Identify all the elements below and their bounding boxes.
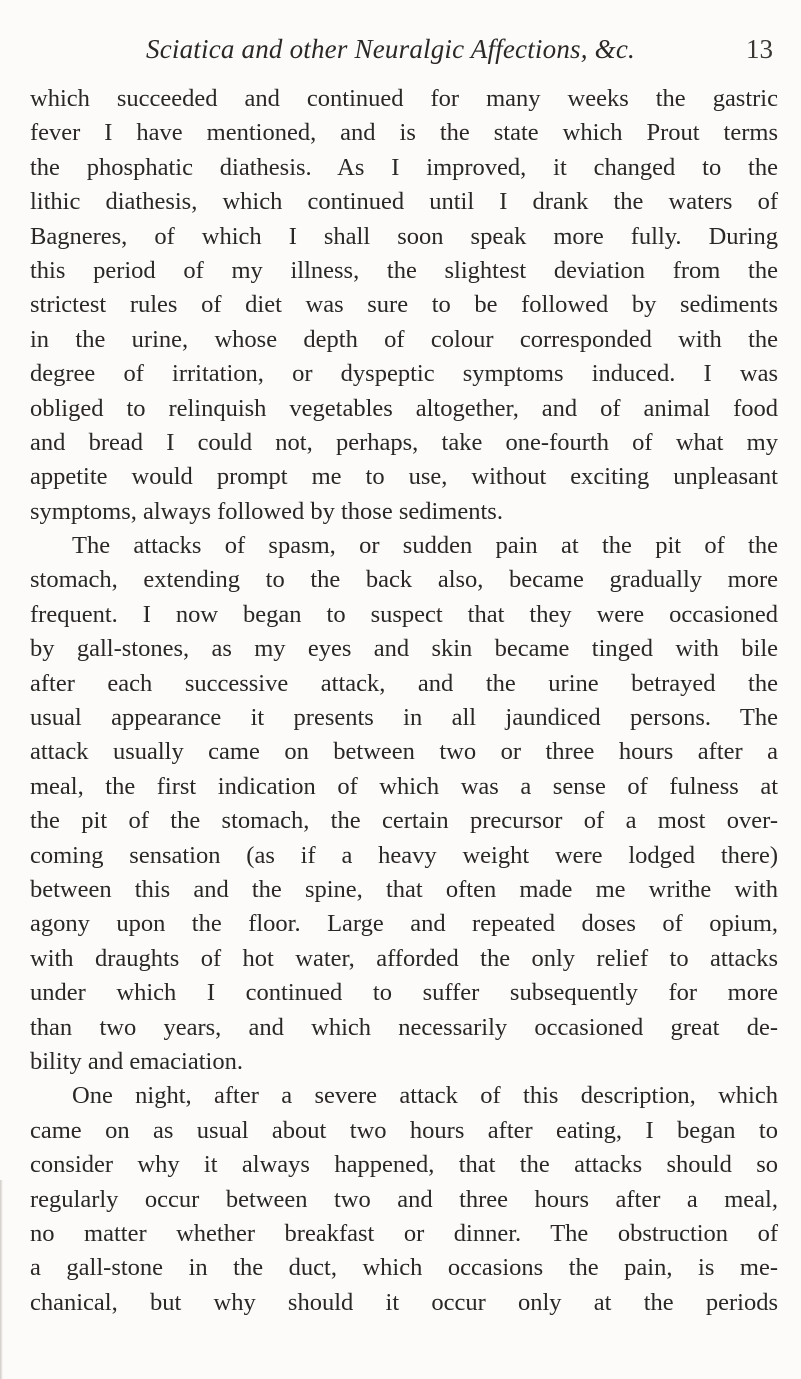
text-line: degree of irritation, or dyspeptic symptoms induced. I was [30, 360, 778, 388]
text-line: meal, the first indication of which was a sense of fulness at [30, 772, 778, 800]
text-line: lithic diathesis, which continued until I drank the waters of [30, 188, 778, 216]
text-line: regularly occur between two and three hours after a meal, [30, 1185, 778, 1213]
text-line: no matter whether breakfast or dinner. The obstruction of [30, 1219, 778, 1247]
text-line: by gall-stones, as my eyes and skin became tinged with bile [30, 635, 778, 663]
text-line: after each successive attack, and the urine betrayed the [30, 669, 778, 697]
text-line: this period of my illness, the slightest deviation from the [30, 256, 778, 284]
text-line: appetite would prompt me to use, without exciting unpleasant [30, 463, 778, 491]
text-line: stomach, extending to the back also, became gradually more [30, 566, 778, 594]
text-line: the pit of the stomach, the certain precursor of a most over- [30, 807, 778, 835]
text-line: symptoms, always followed by those sediments. [30, 497, 503, 525]
text-line: attack usually came on between two or three hours after a [30, 738, 778, 766]
text-line: strictest rules of diet was sure to be followed by sediments [30, 291, 778, 319]
page-edge-shadow [0, 1180, 3, 1379]
text-line: obliged to relinquish vegetables altogether, and of animal food [30, 394, 778, 422]
text-line: chanical, but why should it occur only at the periods [30, 1288, 778, 1316]
text-line: coming sensation (as if a heavy weight were lodged there) [30, 841, 778, 869]
text-line: frequent. I now began to suspect that they were occasioned [30, 600, 778, 628]
text-line: fever I have mentioned, and is the state which Prout terms [30, 119, 778, 147]
running-title: Sciatica and other Neuralgic Affections, &c. [146, 34, 635, 64]
text-line: which succeeded and continued for many weeks the gastric [30, 85, 778, 112]
text-line: under which I continued to suffer subsequently for more [30, 979, 778, 1007]
text-line: and bread I could not, perhaps, take one-fourth of what my [30, 428, 778, 456]
text-line: between this and the spine, that often made me writhe with [30, 875, 778, 903]
page-number: 13 [746, 34, 773, 64]
body-text [30, 82, 778, 1320]
text-line: in the urine, whose depth of colour corresponded with the [30, 325, 778, 353]
text-line: with draughts of hot water, afforded the only relief to attacks [30, 944, 778, 972]
text-line: Bagneres, of which I shall soon speak more fully. During [30, 222, 778, 250]
running-header [0, 34, 801, 74]
text-line: consider why it always happened, that the attacks should so [30, 1151, 778, 1179]
text-line: came on as usual about two hours after eating, I began to [30, 1116, 778, 1144]
text-line: The attacks of spasm, or sudden pain at the pit of the [72, 532, 778, 560]
text-line: agony upon the floor. Large and repeated doses of opium, [30, 910, 778, 938]
text-line: than two years, and which necessarily occasioned great de- [30, 1013, 778, 1041]
text-line: a gall-stone in the duct, which occasions the pain, is me- [30, 1254, 778, 1282]
text-line: the phosphatic diathesis. As I improved, it changed to the [30, 153, 778, 181]
text-line: usual appearance it presents in all jaundiced persons. The [30, 704, 778, 732]
text-line: bility and emaciation. [30, 1047, 243, 1075]
text-line: One night, after a severe attack of this description, which [72, 1082, 778, 1110]
